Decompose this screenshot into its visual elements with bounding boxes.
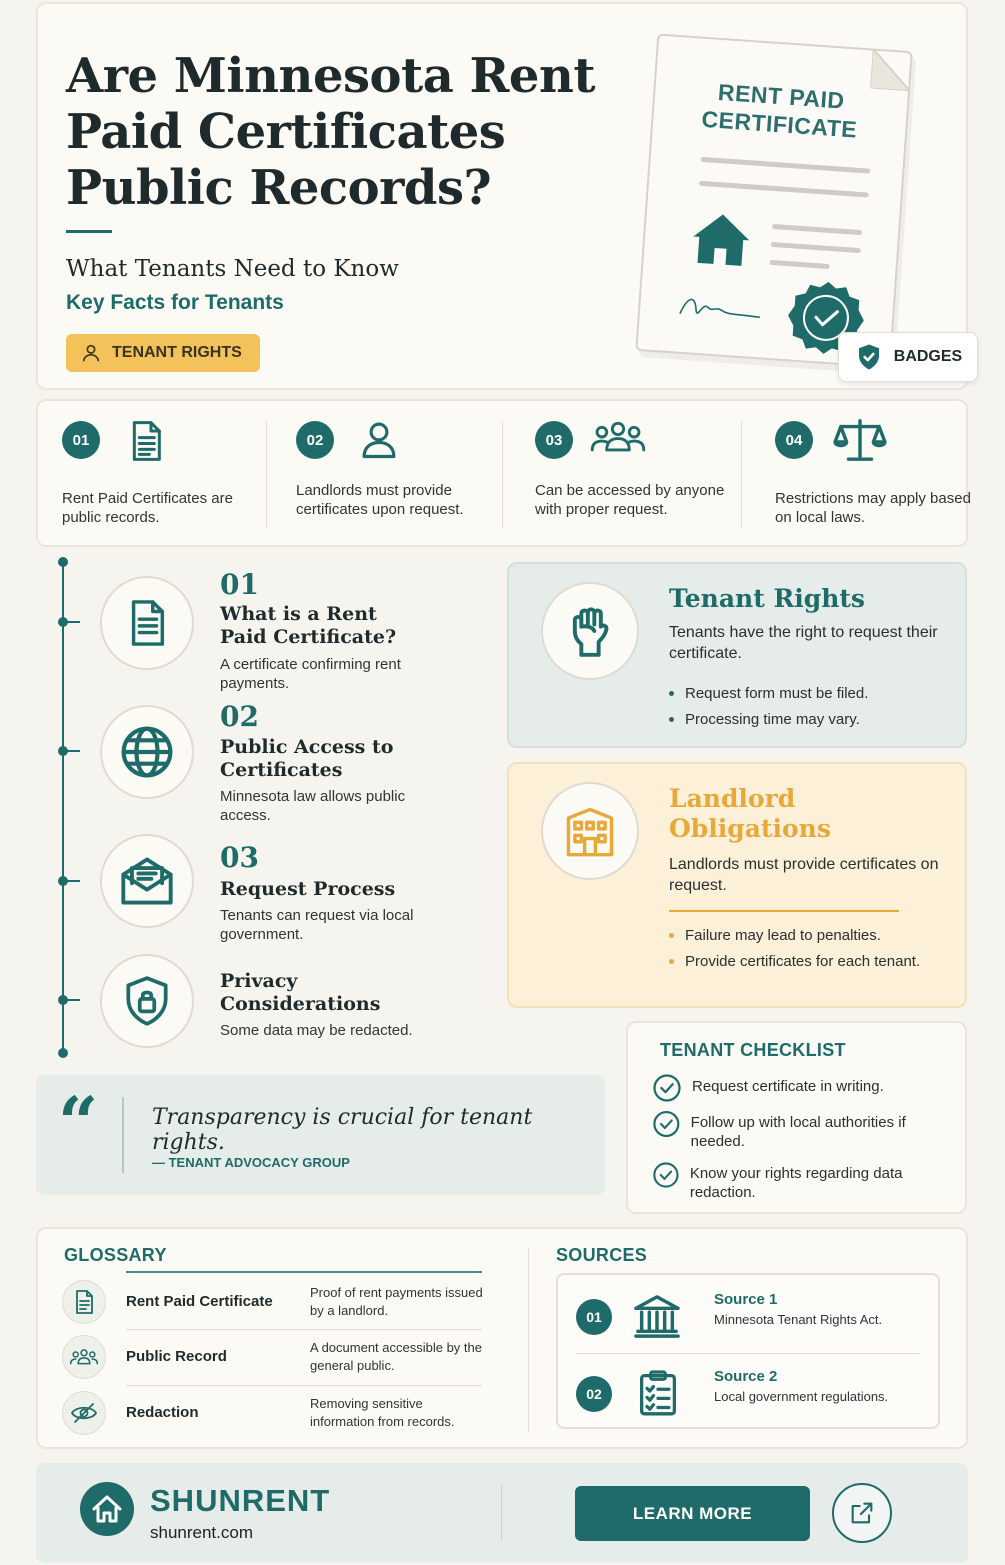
bullet-list: [669, 684, 868, 736]
timeline-tick: [62, 750, 80, 752]
glossary-title: GLOSSARY: [64, 1245, 167, 1265]
timeline-heading: Privacy Considerations: [220, 970, 381, 1015]
glossary-row: [62, 1274, 482, 1330]
glossary-rule: [126, 1271, 482, 1273]
source-desc: Minnesota Tenant Rights Act.: [714, 1312, 883, 1327]
cert-line: [772, 224, 862, 235]
timeline-icon-circle: [100, 954, 194, 1048]
cert-line: [771, 242, 861, 253]
timeline-heading: Request Process: [220, 878, 396, 900]
panel-desc: Landlords must provide certificates on request.: [669, 856, 939, 894]
tenant-rights-pill[interactable]: [66, 334, 260, 372]
source-item[interactable]: [576, 1283, 926, 1353]
document-icon: [124, 598, 170, 648]
sources-title: SOURCES: [556, 1245, 648, 1265]
panel-title: Landlord Obligations: [669, 784, 831, 843]
timeline-heading: What is a Rent Paid Certificate?: [220, 603, 397, 648]
person-icon: [358, 417, 400, 461]
page-tagline: Key Facts for Tenants: [66, 291, 284, 314]
eye-off-icon: [70, 1402, 98, 1424]
source-title: Source 1: [714, 1291, 778, 1308]
tenant-checklist: [626, 1021, 967, 1214]
page-subtitle: What Tenants Need to Know: [66, 256, 399, 282]
fact-number: 04: [775, 421, 813, 459]
glossary-def: Removing sensitive information from records.: [310, 1396, 455, 1429]
checklist-text: Know your rights regarding data redaction.: [689, 1165, 903, 1201]
fact-item: [535, 421, 740, 518]
glossary-term: Redaction: [126, 1404, 199, 1421]
document-icon: [126, 419, 166, 463]
page-title: Are Minnesota Rent Paid Certificates Public Records?: [66, 48, 596, 216]
learn-more-button[interactable]: LEARN MORE: [575, 1486, 810, 1541]
timeline-tick: [62, 999, 80, 1001]
panel-icon-circle: [541, 782, 639, 880]
glossary-sources-card: [36, 1227, 968, 1449]
source-number: 01: [576, 1299, 612, 1335]
glossary-term: Public Record: [126, 1348, 227, 1365]
bullet-list: [669, 926, 929, 978]
brand-name: SHUNRENT: [150, 1483, 331, 1518]
house-icon: [687, 206, 755, 270]
checklist-item[interactable]: [652, 1160, 952, 1202]
timeline-number: 01: [220, 568, 259, 601]
badges-label: BADGES: [893, 348, 963, 365]
quote-attribution: — TENANT ADVOCACY GROUP: [152, 1155, 350, 1170]
fact-number: 01: [62, 421, 100, 459]
panel-divider: [669, 910, 899, 912]
timeline-icon-circle: [100, 705, 194, 799]
check-circle-icon: [652, 1160, 680, 1190]
footer: [36, 1463, 968, 1563]
building-columns-icon: [632, 1293, 682, 1339]
bullet-item: Provide certificates for each tenant.: [669, 952, 929, 971]
quote-text: Transparency is crucial for tenant rights.: [152, 1105, 533, 1155]
source-number: 02: [576, 1376, 612, 1412]
checklist-text: Follow up with local authorities if needed.: [690, 1114, 906, 1150]
timeline-heading: Public Access to Certificates: [220, 736, 394, 781]
clipboard-icon: [638, 1368, 678, 1416]
timeline-icon-circle: [100, 576, 194, 670]
fact-item: [62, 421, 267, 526]
fact-item: [296, 421, 501, 518]
sources-box: [556, 1273, 940, 1429]
cert-line: [699, 181, 869, 198]
certificate-illustration: [635, 33, 913, 368]
globe-icon: [119, 724, 175, 780]
checklist-item[interactable]: [652, 1109, 952, 1151]
badges-pill[interactable]: [838, 332, 978, 382]
timeline-desc: Tenants can request via local government.: [220, 907, 414, 943]
source-desc: Local government regulations.: [714, 1389, 889, 1404]
external-link-button[interactable]: [832, 1483, 892, 1543]
fact-item: [775, 421, 980, 526]
timeline-desc: Some data may be redacted.: [220, 1022, 413, 1039]
cert-line: [770, 260, 830, 269]
glossary-row: [62, 1385, 482, 1441]
glossary-def: Proof of rent payments issued by a landlord.: [310, 1285, 483, 1318]
timeline-tick: [62, 621, 80, 623]
source-title: Source 2: [714, 1368, 778, 1385]
timeline-number: 02: [220, 700, 259, 733]
person-icon: [80, 342, 102, 364]
timeline-desc: Minnesota law allows public access.: [220, 788, 406, 824]
glossary-term: Rent Paid Certificate: [126, 1293, 273, 1310]
timeline-number: 03: [220, 841, 259, 874]
group-icon: [69, 1346, 99, 1368]
fact-text: Can be accessed by anyone with proper request.: [535, 482, 725, 518]
key-facts-row: [36, 399, 971, 547]
divider: [741, 421, 742, 529]
cert-line: [701, 157, 871, 174]
timeline-line: [62, 562, 64, 1056]
landlord-obligations-panel: [507, 762, 967, 1008]
check-circle-icon: [652, 1109, 681, 1139]
panel-icon-circle: [541, 582, 639, 680]
certificate-title: RENT PAID CERTIFICATE: [700, 78, 859, 143]
shield-lock-icon: [122, 974, 172, 1028]
glossary-icon-circle: [62, 1335, 106, 1379]
bullet-item: Failure may lead to penalties.: [669, 926, 929, 945]
check-circle-icon: [652, 1073, 682, 1103]
timeline-icon-circle: [100, 834, 194, 928]
page-fold-icon: [870, 49, 913, 92]
shield-check-icon: [854, 342, 884, 372]
fact-number: 03: [535, 421, 573, 459]
title-underline: [66, 230, 112, 233]
checklist-item[interactable]: [652, 1073, 952, 1103]
house-icon: [91, 1494, 123, 1524]
quote-block: [36, 1075, 605, 1195]
divider: [502, 421, 503, 529]
hero-card: [36, 2, 968, 390]
source-item[interactable]: [576, 1360, 926, 1430]
glossary-icon-circle: [62, 1280, 106, 1324]
checklist-text: Request certificate in writing.: [692, 1078, 884, 1095]
timeline-dot: [58, 1048, 68, 1058]
glossary-icon-circle: [62, 1391, 106, 1435]
external-link-icon: [848, 1499, 876, 1527]
quote-bar: [122, 1097, 124, 1173]
fact-number: 02: [296, 421, 334, 459]
envelope-icon: [119, 855, 175, 907]
group-icon: [589, 417, 647, 457]
bullet-item: Processing time may vary.: [669, 710, 868, 729]
divider: [528, 1247, 529, 1433]
tenant-rights-panel: [507, 562, 967, 748]
fact-text: Rent Paid Certificates are public records.: [62, 490, 233, 526]
glossary-row: [62, 1329, 482, 1385]
timeline-desc: A certificate confirming rent payments.: [220, 656, 401, 692]
divider: [266, 421, 267, 529]
pill-label: TENANT RIGHTS: [112, 344, 242, 361]
fact-text: Restrictions may apply based on local laws.: [775, 490, 971, 526]
brand-url[interactable]: shunrent.com: [150, 1523, 253, 1542]
timeline-tick: [62, 880, 80, 882]
raised-fist-icon: [564, 602, 616, 660]
building-icon: [562, 805, 618, 857]
checklist-title: TENANT CHECKLIST: [660, 1040, 846, 1060]
scales-icon: [833, 417, 887, 463]
timeline-dot: [58, 557, 68, 567]
glossary-def: A document accessible by the general public.: [310, 1340, 482, 1373]
quote-mark: “: [58, 1081, 99, 1164]
source-separator: [576, 1353, 920, 1354]
panel-desc: Tenants have the right to request their certificate.: [669, 624, 938, 662]
panel-title: Tenant Rights: [669, 584, 865, 613]
brand-logo[interactable]: [80, 1482, 134, 1536]
fact-text: Landlords must provide certificates upon request.: [296, 482, 464, 518]
document-icon: [72, 1289, 96, 1315]
divider: [501, 1485, 502, 1541]
signature-icon: [675, 287, 767, 327]
bullet-item: Request form must be filed.: [669, 684, 868, 703]
